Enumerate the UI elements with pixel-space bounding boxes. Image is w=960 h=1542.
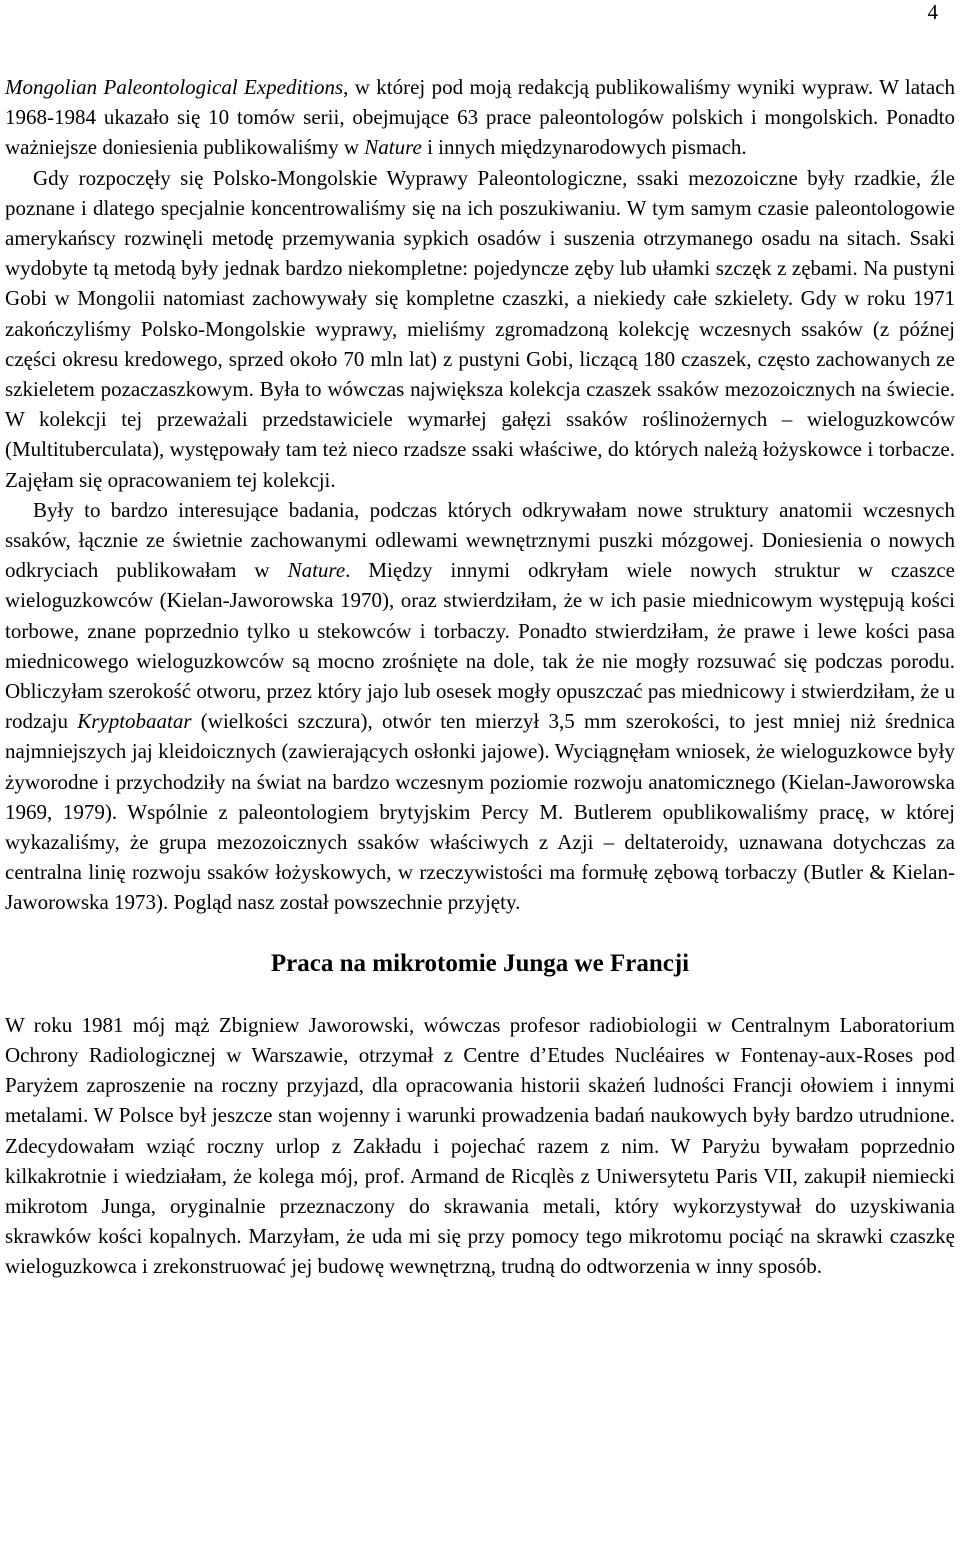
- section-heading: Praca na mikrotomie Junga we Francji: [270, 949, 690, 977]
- journal-name: Nature: [364, 135, 422, 160]
- document-body: [5, 72, 955, 1282]
- paragraph-text: i innych międzynarodowych pismach.: [421, 135, 747, 160]
- paragraph-research-findings: [5, 495, 955, 918]
- paragraph-mesozoic-mammals: Gdy rozpoczęły się Polsko-Mongolskie Wyprawy Paleontologiczne, ssaki mezozoiczne były rzadkie, źle poznane i dlatego specjalnie koncentrowaliśmy się na ich poszukiwaniu. W tym samym czasie paleontologowie amerykańscy rozwinęli metodę przemywania sypkich osadów i suszenia otrzymanego osadu na sitach. Ssaki wydobyte tą metodą były jednak bardzo niekompletne: pojedyncze zęby lub ułamki szczęk z zębami. Na pustyni Gobi w Mongolii natomiast zachowywały się kompletne czaszki, a niekiedy całe szkielety. Gdy w roku 1971 zakończyliśmy Polsko-Mongolskie wyprawy, mieliśmy zgromadzoną kolekcję wczesnych ssaków (z późnej części okresu kredowego, sprzed około 70 mln lat) z pustyni Gobi, liczącą 180 czaszek, często zachowanych ze szkieletem pozaczaszkowym. Była to wówczas największa kolekcja czaszek ssaków mezozoicznych na świecie. W kolekcji tej przeważali przedstawiciele wymarłej gałęzi ssaków roślinożernych – wieloguzkowców (Multituberculata), występowały tam też nieco rzadsze ssaki właściwe, do których należą łożyskowce i torbacze. Zajęłam się opracowaniem tej kolekcji.: [5, 165, 955, 492]
- paragraph-text: Były to bardzo interesujące badania, podczas których odkrywałam nowe struktury anatomii wczesnych ssaków, łącznie ze świetnie zachowanymi odlewami wewnętrznymi puszki mózgowej. Doniesienia o nowych odkryciach publikowałam w: [5, 497, 955, 583]
- paragraph-text: (wielkości szczura), otwór ten mierzył 3,5 mm szerokości, to jest mniej niż średnica najmniejszych jaj kleidoicznych (zawierających osłonki jajowe). Wyciągnęłam wniosek, że wieloguzkowce były żyworodne i przychodziły na świat na bardzo wczesnym poziomie rozwoju anatomicznego (Kielan-Jaworowska 1969, 1979). Wspólnie z paleontologiem brytyjskim Percy M. Butlerem opublikowaliśmy pracę, w której wykazaliśmy, że grupa mezozoicznych ssaków właściwych z Azji – deltateroidy, uznawana dotychczas za centralna linię rozwoju ssaków łożyskowych, w rzeczywistości ma formułę zębową torbaczy (Butler & Kielan-Jaworowska 1973). Pogląd nasz został powszechnie przyjęty.: [5, 709, 955, 915]
- journal-name: Nature: [287, 558, 346, 583]
- page-number: 4: [927, 0, 938, 24]
- paragraph-expeditions-series: [5, 72, 955, 163]
- paragraph-microtome-france: W roku 1981 mój mąż Zbigniew Jaworowski, wówczas profesor radiobiologii w Centralnym Laboratorium Ochrony Radiologicznej w Warszawie, otrzymał z Centre d’Etudes Nucléaires w Fontenay-aux-Roses pod Paryżem zaproszenie na roczny przyjazd, dla opracowania historii skażeń ludności Francji ołowiem i innymi metalami. W Polsce był jeszcze stan wojenny i warunki prowadzenia badań naukowych były bardzo utrudnione. Zdecydowałam wziąć roczny urlop z Zakładu i pojechać razem z nim. W Paryżu bywałam poprzednio kilkakrotnie i wiedziałam, że kolega mój, prof. Armand de Ricqlès z Uniwersytetu Paris VII, zakupił niemiecki mikrotom Junga, oryginalnie przeznaczony do skrawania metali, który wykorzystywał do uzyskiwania skrawków kości kopalnych. Marzyłam, że uda mi się przy pomocy tego mikrotomu pociąć na skrawki czaszkę wieloguzkowca i zrekonstruować jej budowę wewnętrzną, trudną do odtworzenia w inny sposób.: [5, 1012, 955, 1279]
- genus-name: Kryptobaatar: [77, 709, 192, 734]
- paragraph-text: , w której pod moją redakcją publikowaliśmy wyniki wypraw. W latach 1968-1984 ukazało się 10 tomów serii, obejmujące 63 prace paleontologów polskich i mongolskich. Ponadto ważniejsze doniesienia publikowaliśmy w: [5, 75, 956, 160]
- series-title: Mongolian Paleontological Expeditions: [5, 75, 344, 99]
- paragraph-text: . Między innymi odkryłam wiele nowych struktur w czaszce wieloguzkowców (Kielan-Jaworowska 1970), oraz stwierdziłam, że w ich pasie miednicowym występują kości torbowe, znane poprzednio tylko u stekowców i torbaczy. Ponadto stwierdziłam, że prawe i lewe kości pasa miednicowego wieloguzkowców są mocno zrośnięte na dole, tak że nie mogły rozsuwać się podczas porodu. Obliczyłam szerokość otworu, przez który jajo lub osesek mogły opuszczać pas miednicowy i stwierdziłam, że u rodzaju: [5, 558, 955, 734]
